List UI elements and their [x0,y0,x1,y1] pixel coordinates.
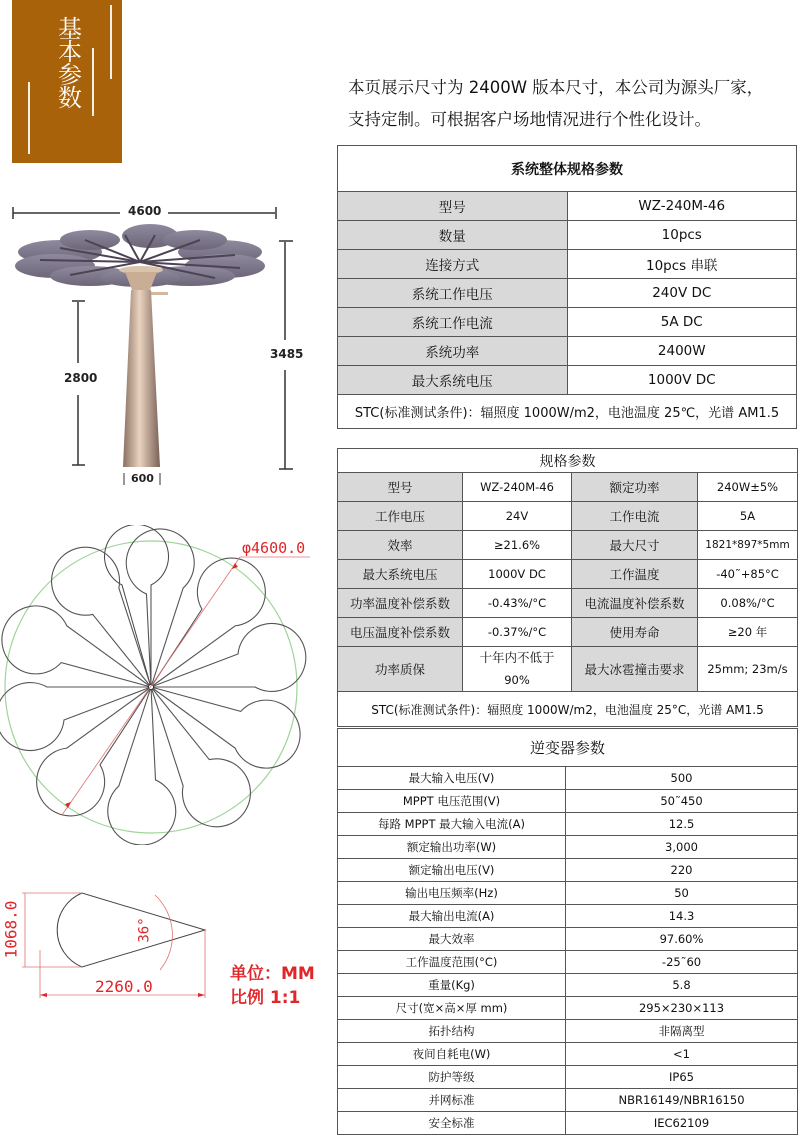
row-label: 系统功率 [338,337,568,366]
row-label: 重量(Kg) [338,974,566,997]
table-row [338,1112,798,1135]
table-row [338,1020,798,1043]
scale-label: 比例 1:1 [230,988,301,1008]
petal-length-label: 2260.0 [95,977,153,996]
row-label: 工作电流 [572,502,698,531]
row-label: 型号 [338,473,463,502]
table-row [338,337,797,366]
table-row [338,928,798,951]
section-title-block [12,0,122,163]
row-label: 额定功率 [572,473,698,502]
row-value: 50 [566,882,798,905]
row-label: 工作温度范围(°C) [338,951,566,974]
row-label: 输出电压频率(Hz) [338,882,566,905]
table-row [338,859,798,882]
table-title: 逆变器参数 [338,729,798,767]
row-label: 功率质保 [338,647,463,692]
table-row [338,560,798,589]
row-value: ≥21.6% [463,531,572,560]
title-char: 数 [58,84,82,112]
petal-height-label: 1068.0 [1,900,21,959]
table-row [338,647,798,692]
row-label: 最大尺寸 [572,531,698,560]
intro-line-1: 本页展示尺寸为 2400W 版本尺寸，本公司为源头厂家， [348,78,764,97]
row-value: WZ-240M-46 [463,473,572,502]
table-row [338,790,798,813]
row-value: 25mm; 23m/s [698,647,798,692]
row-label: 最大输出电流(A) [338,905,566,928]
module-spec-table [337,448,798,727]
row-label: MPPT 电压范围(V) [338,790,566,813]
table-row [338,279,797,308]
row-value: -40˜+85°C [698,560,798,589]
table-row [338,974,798,997]
petal-detail-drawing [0,880,330,1010]
row-value: 10pcs [567,221,797,250]
stc-note: STC(标准测试条件)：辐照度 1000W/m2，电池温度 25℃，光谱 AM1.5 [338,395,797,429]
table-row [338,836,798,859]
row-value: 500 [566,767,798,790]
row-value: 295×230×113 [566,997,798,1020]
row-label: 最大输入电压(V) [338,767,566,790]
row-value: 24V [463,502,572,531]
row-value: -0.43%/°C [463,589,572,618]
row-value: ≥20 年 [698,618,798,647]
row-label: 夜间自耗电(W) [338,1043,566,1066]
table-row [338,308,797,337]
width-dimension-label: 4600 [128,204,162,218]
stc-note: STC(标准测试条件)：辐照度 1000W/m2，电池温度 25°C，光谱 AM1.5 [338,692,798,727]
row-label: 电流温度补偿系数 [572,589,698,618]
table-title: 系统整体规格参数 [338,146,797,192]
decorative-line [110,5,112,79]
row-value: 5A DC [567,308,797,337]
decorative-line [28,82,30,154]
row-value: 1000V DC [463,560,572,589]
row-value: 5.8 [566,974,798,997]
row-label: 额定输出电压(V) [338,859,566,882]
title-char: 本 [58,38,82,66]
row-label: 尺寸(宽×高×厚 mm) [338,997,566,1020]
diameter-label: φ4600.0 [242,539,306,557]
table-row [338,951,798,974]
row-value: 14.3 [566,905,798,928]
row-label: 额定输出功率(W) [338,836,566,859]
row-label: 使用寿命 [572,618,698,647]
row-value: -0.37%/°C [463,618,572,647]
inverter-spec-table [337,728,798,1135]
row-label: 安全标准 [338,1112,566,1135]
row-value-line-2: 90% [504,673,530,687]
row-value: 3,000 [566,836,798,859]
row-label: 防护等级 [338,1066,566,1089]
table-row [338,192,797,221]
pole-height-dimension-label: 2800 [64,371,98,385]
canopy-top-view [0,525,330,845]
row-value: 1821*897*5mm [698,531,798,560]
table-row [338,905,798,928]
row-label: 系统工作电流 [338,308,568,337]
title-char: 基 [58,15,82,43]
table-row [338,618,798,647]
row-label: 最大系统电压 [338,366,568,395]
row-value: 97.60% [566,928,798,951]
row-label: 最大系统电压 [338,560,463,589]
petal-layout-diagram [0,525,330,845]
row-label: 拓扑结构 [338,1020,566,1043]
row-value: 50˜450 [566,790,798,813]
row-label: 效率 [338,531,463,560]
row-value: 10pcs 串联 [567,250,797,279]
row-value: 5A [698,502,798,531]
row-label: 电压温度补偿系数 [338,618,463,647]
section-title [50,15,90,112]
row-value: 240V DC [567,279,797,308]
row-value [463,647,572,692]
table-row [338,366,797,395]
row-value: 2400W [567,337,797,366]
table-row [338,1043,798,1066]
row-label: 工作温度 [572,560,698,589]
row-label: 型号 [338,192,568,221]
table-row [338,531,798,560]
intro-text [348,72,788,136]
unit-label: 单位：MM [230,964,315,984]
total-height-dimension-label: 3485 [270,347,304,361]
row-value: IEC62109 [566,1112,798,1135]
row-label: 系统工作电压 [338,279,568,308]
row-label: 工作电压 [338,502,463,531]
table-row [338,502,798,531]
table-row [338,882,798,905]
table-row [338,589,798,618]
title-char: 参 [58,61,82,89]
product-side-view [0,190,330,500]
row-value: 220 [566,859,798,882]
row-value: -25˜60 [566,951,798,974]
system-spec-table [337,145,797,429]
row-value: 240W±5% [698,473,798,502]
row-value: 1000V DC [567,366,797,395]
petal-angle-label: 36° [136,917,153,943]
table-row [338,813,798,836]
row-value: 非隔离型 [566,1020,798,1043]
table-row [338,767,798,790]
intro-line-2: 支持定制。可根据客户场地情况进行个性化设计。 [348,110,711,129]
row-label: 最大效率 [338,928,566,951]
row-value: NBR16149/NBR16150 [566,1089,798,1112]
row-label: 每路 MPPT 最大输入电流(A) [338,813,566,836]
row-value: 12.5 [566,813,798,836]
row-value: WZ-240M-46 [567,192,797,221]
table-row [338,997,798,1020]
base-width-dimension-label: 600 [131,472,154,485]
decorative-line [92,48,94,116]
table-title: 规格参数 [338,449,798,473]
row-value-line-1: 十年内不低于 [479,650,555,665]
solar-tree-render [0,190,330,500]
row-value: 0.08%/°C [698,589,798,618]
table-row [338,250,797,279]
row-label: 数量 [338,221,568,250]
row-value: IP65 [566,1066,798,1089]
table-row [338,221,797,250]
row-label: 最大冰雹撞击要求 [572,647,698,692]
table-row [338,1089,798,1112]
row-label: 并网标准 [338,1089,566,1112]
row-label: 功率温度补偿系数 [338,589,463,618]
table-row [338,473,798,502]
table-row [338,1066,798,1089]
row-label: 连接方式 [338,250,568,279]
row-value: <1 [566,1043,798,1066]
